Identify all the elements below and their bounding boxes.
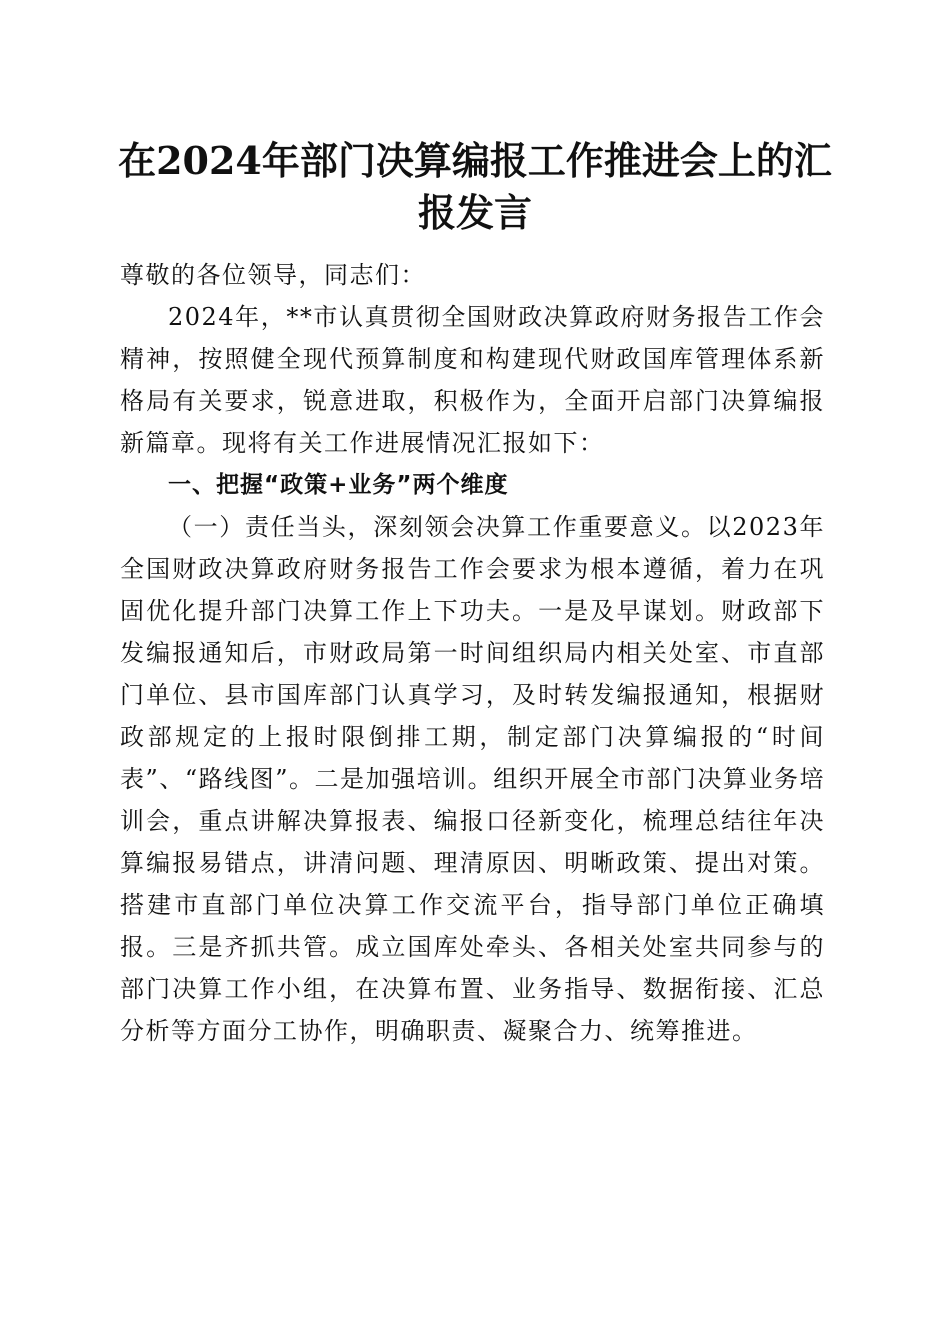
document-title: 在2024年部门决算编报工作推进会上的汇报发言 bbox=[118, 138, 832, 235]
intro-paragraph: 2024年，**市认真贯彻全国财政决算政府财务报告工作会精神，按照健全现代预算制度和构建现代财政国库管理体系新格局有关要求，锐意进取，积极作为，全面开启部门决算编报新篇章。现将有关工作进展情况汇报如下： bbox=[120, 303, 825, 457]
salutation: 尊敬的各位领导，同志们： bbox=[120, 261, 426, 289]
section-heading-1: 一、把握“政策+业务”两个维度 bbox=[168, 472, 509, 498]
document-body bbox=[120, 254, 825, 1052]
section-1-paragraph: （一）责任当头，深刻领会决算工作重要意义。以2023年全国财政决算政府财务报告工作会要求为根本遵循，着力在巩固优化提升部门决算工作上下功夫。一是及早谋划。财政部下发编报通知后，市财政局第一时间组织局内相关处室、市直部门单位、县市国库部门认真学习，及时转发编报通知，根据财政部规定的上报时限倒排工期，制定部门决算编报的“时间表”、“路线图”。二是加强培训。组织开展全市部门决算业务培训会，重点讲解决算报表、编报口径新变化，梳理总结往年决算编报易错点，讲清问题、理清原因、明晰政策、提出对策。搭建市直部门单位决算工作交流平台，指导部门单位正确填报。三是齐抓共管。成立国库处牵头、各相关处室共同参与的部门决算工作小组，在决算布置、业务指导、数据衔接、汇总分析等方面分工协作，明确职责、凝聚合力、统筹推进。 bbox=[120, 513, 825, 1045]
